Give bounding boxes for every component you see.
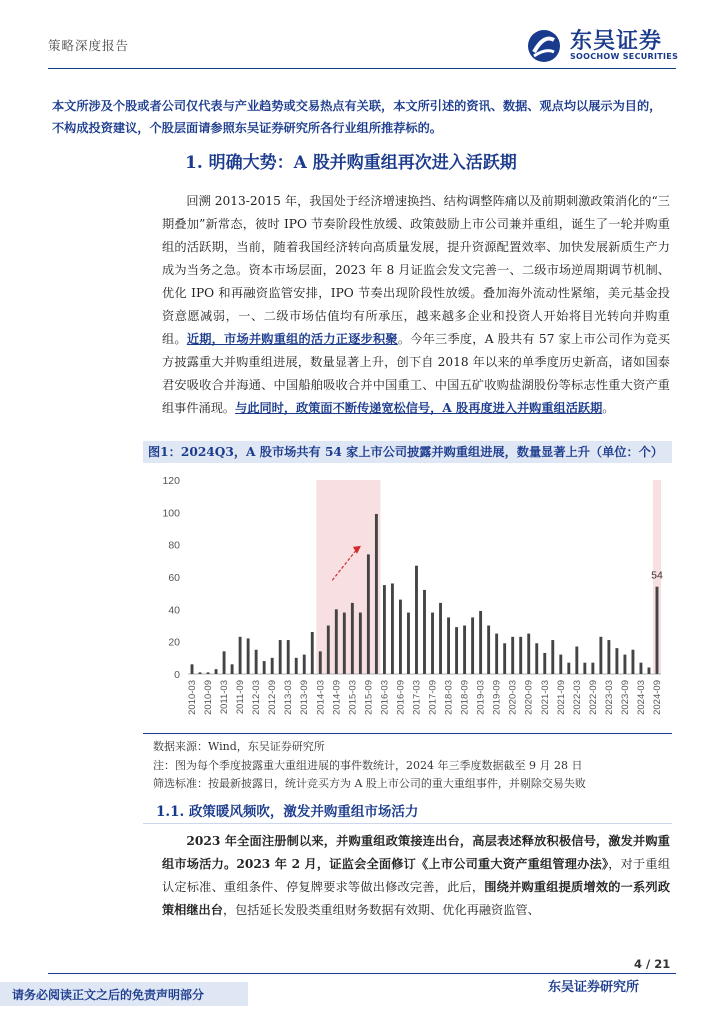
- bar: [487, 626, 490, 675]
- bar: [599, 637, 602, 674]
- bar: [591, 663, 594, 674]
- bar: [415, 566, 418, 674]
- bar: [583, 663, 586, 674]
- bar: [295, 658, 298, 674]
- bar: [511, 637, 514, 674]
- y-tick-label: 120: [162, 475, 180, 487]
- bar: [359, 613, 362, 674]
- p2-bold-1: 2023 年全面注册制以来，并购重组政策接连出台，高层表述释放积极信号，激发并购重组市场活力。2023 年 2 月，证监会全面修订《上市公司重大资产重组管理办法》: [162, 834, 670, 871]
- bar: [439, 603, 442, 674]
- report-category: 策略深度报告: [48, 38, 130, 53]
- x-tick-label: 2017-03: [411, 680, 423, 715]
- p1-bold-2: 与此同时，政策面不断传递宽松信号，A 股再度进入并购重组活跃期: [235, 401, 603, 415]
- x-tick-label: 2013-09: [299, 680, 311, 715]
- section-1-1-title: 1.1. 政策暖风频吹，激发并购重组市场活力: [156, 804, 419, 820]
- y-tick-label: 80: [168, 539, 180, 552]
- x-tick-label: 2012-09: [267, 680, 279, 715]
- bar: [247, 638, 250, 674]
- x-tick-label: 2023-09: [619, 680, 631, 715]
- x-tick-label: 2013-03: [283, 680, 295, 715]
- x-tick-label: 2014-09: [331, 680, 343, 715]
- bar: [623, 655, 626, 674]
- p2-bold-2: 围绕并购重组提质增效的一系列政策相继出台: [162, 880, 671, 917]
- bar: [519, 637, 522, 674]
- x-tick-label: 2018-09: [459, 680, 471, 715]
- bar: [231, 664, 234, 674]
- p2-text-1: ，对于重组认定标准、重组条件、停复牌要求等做出修改完善，此后，: [162, 857, 671, 894]
- bar: [656, 587, 659, 674]
- p1-text-2: 。今年三季度，A 股共有 57 家上市公司作为竞买方披露重大并购重组进展，数量显著上升，创下自 2018 年以来的单季度历史新高，诸如国泰君安吸收合并海通、中国船舶吸收合并中国重工、中国五矿收购盐湖股份等标志性重大资产重组事件涌现。: [162, 332, 671, 415]
- bar: [191, 664, 194, 674]
- chart-note: 注：图为每个季度披露重大重组进展的事件数统计，2024 年三季度数据截至 9 月 28 日: [153, 759, 583, 772]
- bar: [479, 611, 482, 674]
- x-tick-label: 2012-03: [251, 680, 263, 715]
- page-number: 4 / 21: [634, 957, 671, 971]
- figure-1-caption: 图1：2024Q3，A 股市场共有 54 家上市公司披露并购重组进展，数量显著上升（单位：个）: [148, 445, 664, 459]
- bar: [575, 647, 578, 674]
- bar: [535, 643, 538, 674]
- bar: [423, 590, 426, 674]
- bar: [615, 648, 618, 674]
- x-tick-label: 2016-03: [379, 680, 391, 715]
- bar: [455, 627, 458, 674]
- footer-divider: [48, 973, 676, 974]
- x-tick-label: 2024-09: [651, 680, 663, 715]
- x-tick-label: 2011-09: [235, 680, 247, 715]
- bar: [207, 672, 210, 674]
- x-tick-label: 2017-09: [427, 680, 439, 715]
- x-tick-label: 2011-03: [219, 680, 231, 715]
- x-tick-label: 2022-03: [571, 680, 583, 715]
- bar: [463, 626, 466, 675]
- bar: [319, 651, 322, 674]
- y-tick-label: 20: [168, 636, 180, 649]
- x-tick-label: 2019-03: [475, 680, 487, 715]
- bar: [648, 668, 651, 674]
- x-tick-label: 2024-03: [635, 680, 647, 715]
- bar: [631, 650, 634, 674]
- logo-text-en: SOOCHOW SECURITIES: [570, 52, 679, 61]
- bar: [399, 600, 402, 674]
- figure-1-bar-chart: [143, 468, 672, 730]
- bar: [447, 617, 450, 674]
- bar: [495, 634, 498, 674]
- bar: [215, 669, 218, 674]
- x-tick-label: 2022-09: [587, 680, 599, 715]
- bar: [223, 651, 226, 674]
- x-tick-label: 2010-03: [187, 680, 199, 715]
- bar: [311, 632, 314, 674]
- bar: [335, 609, 338, 674]
- data-source: 数据来源：Wind，东吴证券研究所: [153, 740, 325, 753]
- y-tick-label: 60: [168, 572, 180, 584]
- x-tick-label: 2014-03: [315, 680, 327, 715]
- section-1-paragraph: [162, 190, 670, 420]
- section-1-1-divider: [143, 823, 672, 824]
- bar: [607, 640, 610, 674]
- x-tick-label: 2015-09: [363, 680, 375, 715]
- bar: [383, 585, 386, 674]
- x-tick-label: 2023-03: [603, 680, 615, 715]
- section-1-1-paragraph: [162, 830, 670, 922]
- x-tick-label: 2015-03: [347, 680, 359, 715]
- filter-criteria: 筛选标准：按最新披露日，统计竞买方为 A 股上市公司的重大重组事件，并剔除交易失败: [153, 777, 586, 790]
- bar: [503, 643, 506, 674]
- bar: [407, 613, 410, 674]
- bar: [567, 663, 570, 674]
- bar: [255, 650, 258, 674]
- annotation-label: 54: [651, 569, 663, 582]
- bar: [351, 603, 354, 674]
- header-divider: [48, 68, 676, 69]
- bar: [343, 613, 346, 674]
- bar: [391, 583, 394, 674]
- bar: [559, 655, 562, 674]
- x-tick-label: 2021-09: [555, 680, 567, 715]
- p1-text-1: 回溯 2013-2015 年，我国处于经济增速换挡、结构调整阵痛以及前期刺激政策消化的“三期叠加”新常态，彼时 IPO 节奏阶段性放缓、政策鼓励上市公司兼并重组，诞生了一轮并购重组的活跃期，当前，随着我国经济转向高质量发展，提升资源配置效率、加快发展新质生产力成为当务之急。资本市场层面，2023 年 8 月证监会发文完善一、二级市场逆周期调节机制、优化 IPO 和再融资监管安排，IPO 节奏出现阶段性放缓。叠加海外流动性紧缩，美元基金投资意愿减弱，一、二级市场估值均有所承压，越来越多企业和投资人开始将目光转向并购重组。: [162, 194, 670, 346]
- bar: [551, 640, 554, 674]
- section-1-title: 1. 明确大势：A 股并购重组再次进入活跃期: [185, 153, 517, 173]
- y-tick-label: 40: [168, 604, 180, 617]
- bar: [471, 617, 474, 674]
- x-tick-label: 2021-03: [539, 680, 551, 715]
- bar: [287, 640, 290, 674]
- footer-institute: 东吴证券研究所: [548, 980, 640, 995]
- bar: [239, 637, 242, 674]
- highlight-band-0: [316, 480, 380, 674]
- logo-text-cn: 东吴证券: [570, 29, 663, 54]
- bar: [263, 661, 266, 674]
- x-tick-label: 2019-09: [491, 680, 503, 715]
- p1-bold-1: 近期，市场并购重组的活力正逐步积聚: [186, 332, 398, 346]
- bar: [640, 663, 643, 674]
- x-tick-label: 2020-09: [523, 680, 535, 715]
- footer-disclaimer: 请务必阅读正文之后的免责声明部分: [12, 988, 205, 1002]
- bar: [431, 613, 434, 674]
- bar: [375, 514, 378, 674]
- disclaimer-text: 本文所涉及个股或者公司仅代表与产业趋势或交易热点有关联，本文所引述的资讯、数据、观点均以展示为目的，不构成投资建议，个股层面请参照东吴证券研究所各行业组所推荐标的。: [52, 99, 662, 135]
- bar: [303, 655, 306, 674]
- bar: [367, 554, 370, 674]
- x-tick-label: 2010-09: [203, 680, 215, 715]
- bar: [543, 653, 546, 674]
- x-tick-label: 2016-09: [395, 680, 407, 715]
- bar: [271, 658, 274, 674]
- bar: [279, 640, 282, 674]
- bar: [527, 634, 530, 674]
- x-tick-label: 2020-03: [507, 680, 519, 715]
- p2-text-2: ，包括延长发股类重组财务数据有效期、优化再融资监管、: [222, 903, 540, 917]
- chart-bottom-divider: [143, 733, 672, 734]
- bar: [199, 672, 202, 674]
- x-tick-label: 2018-03: [443, 680, 455, 715]
- bar: [327, 626, 330, 675]
- p1-text-3: 。: [602, 401, 615, 415]
- y-tick-label: 100: [162, 507, 180, 520]
- y-tick-label: 0: [174, 669, 180, 681]
